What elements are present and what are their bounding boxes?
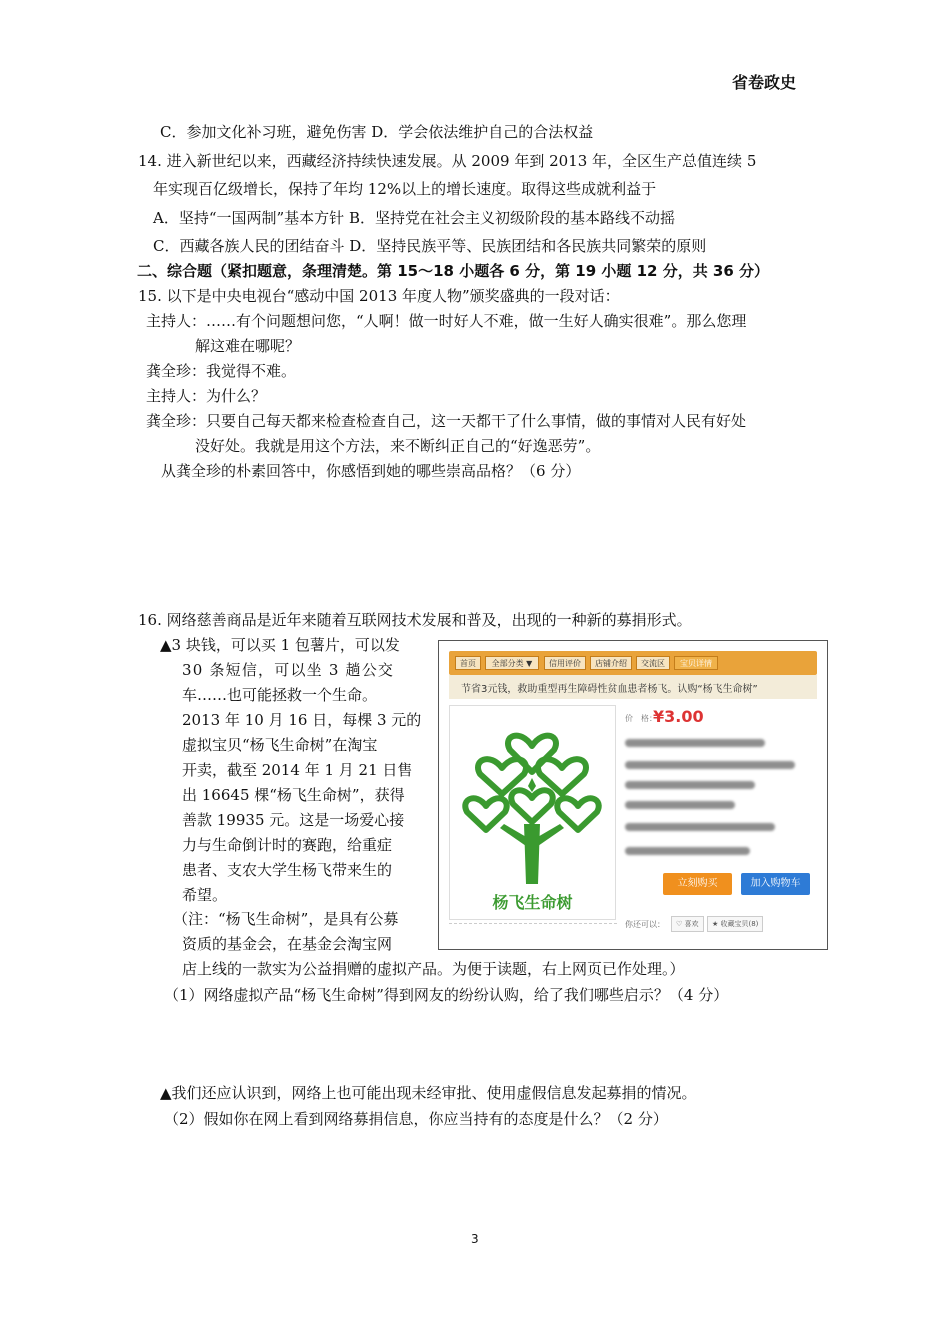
section-2-heading: 二、综合题（紧扣题意，条理清楚。第 15～18 小题各 6 分，第 19 小题 12 分，共 36 分） (137, 262, 770, 280)
favorite-button: ★ 收藏宝贝(8) (707, 916, 763, 932)
q16-stem: 16. 网络慈善商品是近年来随着互联网技术发展和普及，出现的一种新的募捐形式。 (138, 611, 692, 629)
blurred-info-6 (625, 847, 750, 855)
blurred-info-3 (625, 781, 755, 789)
tree-logo-image (449, 705, 616, 920)
q14-option-ab: A．坚持“一国两制”基本方针 B．坚持党在社会主义初级阶段的基本路线不动摇 (153, 209, 675, 227)
q16-paragraph-line7: 出 16645 棵“杨飞生命树”，获得 (182, 786, 405, 804)
tab-shop-intro: 店铺介绍 (590, 656, 632, 670)
q16-note-line1: （注：“杨飞生命树”，是具有公募 (173, 910, 399, 928)
q16-paragraph-line4: 2013 年 10 月 16 日，每棵 3 元的 (182, 711, 422, 729)
q16-paragraph-line3: 车……也可能拯救一个生命。 (182, 686, 378, 704)
add-to-cart-button: 加入购物车 (741, 873, 810, 895)
dialog-host-2: 主持人：为什么？ (146, 387, 267, 405)
page-header-subject: 省卷政史 (732, 73, 797, 92)
blurred-info-4 (625, 801, 735, 809)
q16-paragraph-line8: 善款 19935 元。这是一场爱心接 (182, 811, 405, 829)
product-title-bar (449, 675, 817, 699)
q14-option-cd: C．西藏各族人民的团结奋斗 D．坚持民族平等、民族团结和各民族共同繁荣的原则 (153, 237, 707, 255)
blurred-info-1 (625, 739, 765, 747)
q14-stem-line2: 年实现百亿级增长，保持了年均 12%以上的增长速度。取得这些成就利益于 (153, 180, 657, 198)
dialog-gong-2-line1: 龚全珍：只要自己每天都来检查检查自己，这一天都干了什么事情，做的事情对人民有好处 (146, 412, 747, 430)
price-value: ¥3.00 (653, 707, 704, 726)
dialog-host-1-line2: 解这难在哪呢？ (195, 337, 301, 355)
q13-option-cd: C．参加文化补习班，避免伤害 D．学会依法维护自己的合法权益 (160, 123, 594, 141)
shop-nav-bar (449, 651, 817, 675)
q16-paragraph-line6: 开卖，截至 2014 年 1 月 21 日售 (182, 761, 413, 779)
q16-triangle-2: ▲我们还应认识到，网络上也可能出现未经审批、使用虚假信息发起募捐的情况。 (160, 1084, 697, 1102)
heart-tree-icon (450, 706, 615, 891)
q15-stem: 15. 以下是中央电视台“感动中国 2013 年度人物”颁奖盛典的一段对话： (138, 287, 620, 305)
q16-paragraph-line5: 虚拟宝贝“杨飞生命树”在淘宝 (182, 736, 378, 754)
page-number: 3 (471, 1232, 479, 1246)
q14-stem-line1: 14. 进入新世纪以来，西藏经济持续快速发展。从 2009 年到 2013 年，全区生产总值连续 5 (138, 152, 757, 170)
buy-now-button: 立刻购买 (663, 873, 732, 895)
tab-forum: 交流区 (636, 656, 670, 670)
tab-home: 首页 (455, 656, 481, 670)
q16-sub2: （2）假如你在网上看到网络募捐信息，你应当持有的态度是什么？（2 分） (164, 1110, 668, 1128)
q16-paragraph-line2: 30 条短信，可以坐 3 趟公交 (182, 661, 395, 679)
q16-sub1: （1）网络虚拟产品“杨飞生命树”得到网友的纷纷认购，给了我们哪些启示？（4 分） (164, 986, 729, 1004)
tree-caption: 杨飞生命树 (492, 893, 573, 912)
q16-paragraph-line1: ▲3 块钱，可以买 1 包薯片，可以发 (160, 636, 400, 654)
dialog-gong-2-line2: 没好处。我就是用这个方法，来不断纠正自己的“好逸恶劳”。 (195, 437, 601, 455)
q16-note-line2: 资质的基金会，在基金会淘宝网 (182, 935, 393, 953)
divider (449, 923, 617, 924)
blurred-info-5 (625, 823, 775, 831)
price-label: 价 格： (625, 714, 657, 723)
q15-question: 从龚全珍的朴素回答中，你感悟到她的哪些崇高品格？（6 分） (161, 462, 581, 480)
product-title: 节省3元钱，救助重型再生障碍性贫血患者杨飞。认购“杨飞生命树” (461, 684, 758, 695)
tab-all-categories: 全部分类 ▼ (485, 656, 539, 670)
q16-paragraph-line10: 患者、支农大学生杨飞带来生的 (182, 861, 393, 879)
q16-paragraph-line11: 希望。 (182, 886, 228, 904)
tab-credit-rating: 信用评价 (544, 656, 586, 670)
q16-paragraph-line9: 力与生命倒计时的赛跑，给重症 (182, 836, 393, 854)
like-button: ♡ 喜欢 (671, 916, 704, 932)
footer-label: 你还可以： (625, 920, 665, 929)
taobao-product-screenshot (438, 640, 828, 950)
dialog-gong-1: 龚全珍：我觉得不难。 (146, 362, 297, 380)
tab-item-details: 宝贝详情 (674, 656, 718, 670)
blurred-info-2 (625, 761, 795, 769)
dialog-host-1-line1: 主持人：……有个问题想问您，“人啊！做一时好人不难，做一生好人确实很难”。那么您理 (146, 312, 747, 330)
q16-note-line3: 店上线的一款实为公益捐赠的虚拟产品。为便于读题，右上网页已作处理。） (182, 960, 685, 978)
